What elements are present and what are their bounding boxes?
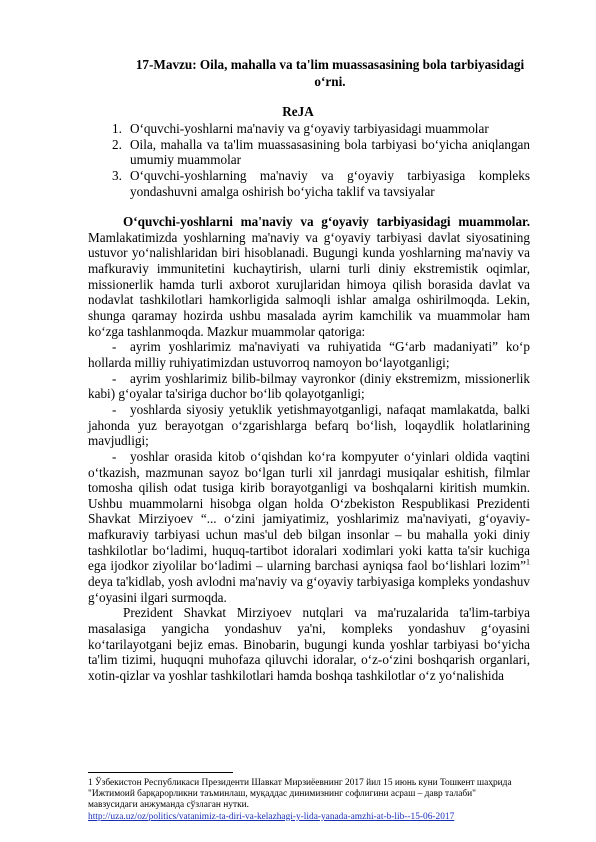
footnote bbox=[88, 778, 538, 823]
section-intro: Mamlakatimizda yoshlarning ma'naviy va g‘oyaviy tarbiyasi davlat siyosatining ustuvor yo‘nalishlaridan biri hisoblanadi. Bugungi kunda yoshlarning ma'naviy va mafkuraviy immunitetini kuchaytirish, ularni turli diniy ekstremistik oqimlar, missionerlik hamda turli axborot xurujlaridan himoya qilish borasida davlat va nodavlat tashkilotlari hamkorligida salmoqli ishlar amalga oshirilmoqda. Lekin, shunga qaramay hozirda ushbu masalada ayrim kamchilik va muammolar ham ko‘zga tashlanmoqda. Mazkur muammolar qatoriga: bbox=[88, 229, 530, 339]
dash-marker: - bbox=[112, 370, 117, 386]
footnote-text-3: мавзусидаги анжуманда сўзлаган нутки. bbox=[88, 800, 249, 811]
page-title bbox=[60, 56, 596, 90]
plan-heading: ReJA bbox=[282, 104, 314, 119]
footnote-link-line bbox=[88, 812, 538, 823]
plan-item-text: Oila, mahalla va ta'lim muassasasining bola tarbiyasi bo‘yicha aniqlangan umumiy muammolar bbox=[130, 136, 530, 168]
plan-item-number: 2. bbox=[112, 136, 122, 152]
title-line-1: 17-Mavzu: Oila, mahalla va ta'lim muassasasining bola tarbiyasidagi bbox=[135, 57, 525, 72]
footnote-divider bbox=[88, 772, 233, 773]
paragraph: Prezident Shavkat Mirziyoev nutqlari va ma'ruzalarida ta'lim-tarbiya masalasiga yangicha yondashuv ya'ni, kompleks yondashuv g‘oyasini ko‘tarilayotgani bejiz emas. Binobarin, bugungi kunda yoshlar tarbiyasi bo‘yicha ta'lim tizimi, huquqni muhofaza qiluvchi idoralar, o‘z-o‘zini boshqarish organlari, xotin-qizlar va yoshlar tashkilotlari hamda boshqa tashkilotlar o‘z yo‘nalishida bbox=[88, 605, 530, 684]
dash-marker: - bbox=[112, 401, 117, 417]
footnote-text-2: "Ижтимоий барқарорликни таъминлаш, муқаддас динимизнинг софлигини асраш – давр талаби" bbox=[88, 789, 476, 800]
bullet-text: ayrim yoshlarimiz ma'naviyati va ruhiyatida “G‘arb madaniyati” ko‘p hollarda milliy ruhiyatimizdan ustuvorroq namoyon bo‘layotganligi; bbox=[88, 339, 530, 370]
plan-item bbox=[112, 137, 530, 168]
bullet-text: yoshlarda siyosiy yetuklik yetishmayotganligi, nafaqat mamlakatda, balki jahonda yuz berayotgan o‘zgarishlarga befarq bo‘lish, loqaydlik holatlarining mavjudligi; bbox=[88, 401, 530, 449]
section-heading: O‘quvchi-yoshlarni ma'naviy va g‘oyaviy tarbiyasidagi muammolar. bbox=[123, 214, 530, 229]
plan-item bbox=[112, 121, 530, 137]
plan-item-number: 1. bbox=[112, 121, 122, 136]
plan-item-text: O‘quvchi-yoshlarni ma'naviy va g‘oyaviy tarbiyasidagi muammolar bbox=[130, 121, 489, 136]
footnote-number: 1 bbox=[88, 778, 93, 788]
title-line-2: o‘rni. bbox=[314, 74, 346, 89]
footnote-link[interactable]: http://uza.uz/oz/politics/vatanimiz-ta-diri-va-kelazhagi-y-lida-yanada-amzhi-at-b-lib--15-06-2017 bbox=[88, 811, 455, 822]
footnote-text-1: Ўзбекистон Республикаси Президенти Шавкат Мирзиёевнинг 2017 йил 15 июнь куни Тошкент шаҳрида bbox=[95, 778, 512, 788]
bullet-item bbox=[88, 339, 530, 370]
bullet-item bbox=[88, 371, 530, 402]
bullet-item bbox=[88, 402, 530, 449]
body-text bbox=[88, 214, 530, 684]
footnote-reference[interactable]: 1 bbox=[526, 558, 530, 568]
bullet-text: ayrim yoshlarimiz bilib-bilmay vayronkor (diniy ekstremizm, missionerlik kabi) g‘oyalar ta'siriga duchor bo‘lib qolayotganligi; bbox=[88, 370, 530, 402]
after-quote-text: deya ta'kidlab, yosh avlodni ma'naviy va g‘oyaviy tarbiyasiga kompleks yondashuv g‘oyasini ilgari surmoqda. bbox=[88, 574, 530, 605]
plan-list bbox=[112, 121, 530, 200]
plan-item-number: 3. bbox=[112, 168, 122, 184]
plan-item bbox=[112, 168, 530, 199]
bullet-text: yoshlar orasida kitob o‘qishdan ko‘ra kompyuter o‘yinlari oldida vaqtini o‘tkazish, mazmunan sayoz bo‘lgan turli xil janrdagi musiqalar eshitish, filmlar tomosha qilish odat tusiga kirib borayotganligi va boshqalarni kiritish mumkin. Ushbu muammolarni hisobga olgan holda O‘zbekiston Respublikasi Prezidenti Shavkat Mirziyoev “... o‘zini jamiyatimiz, yoshlarimiz ma'naviyati, g‘oyaviy-mafkuraviy tarbiyasi uchun mas'ul deb bilgan insonlar – bu mahalla yoki diniy tashkilotlar bo‘ladimi, huquq-tartibot idoralari xodimlari yoki katta ta'sir kuchiga ega ijodkor ziyolilar bo‘ladimi – ularning barchasi ayniqsa faol bo‘lishlari lozim” bbox=[88, 448, 530, 574]
footnote-line bbox=[88, 778, 538, 789]
dash-marker: - bbox=[112, 339, 117, 355]
bullet-item bbox=[88, 449, 530, 606]
section-paragraph bbox=[88, 214, 530, 339]
dash-marker: - bbox=[112, 448, 117, 464]
plan-item-text: O‘quvchi-yoshlarning ma'naviy va g‘oyaviy tarbiyasiga kompleks yondashuvni amalga oshirish bo‘yicha taklif va tavsiyalar bbox=[130, 168, 530, 199]
